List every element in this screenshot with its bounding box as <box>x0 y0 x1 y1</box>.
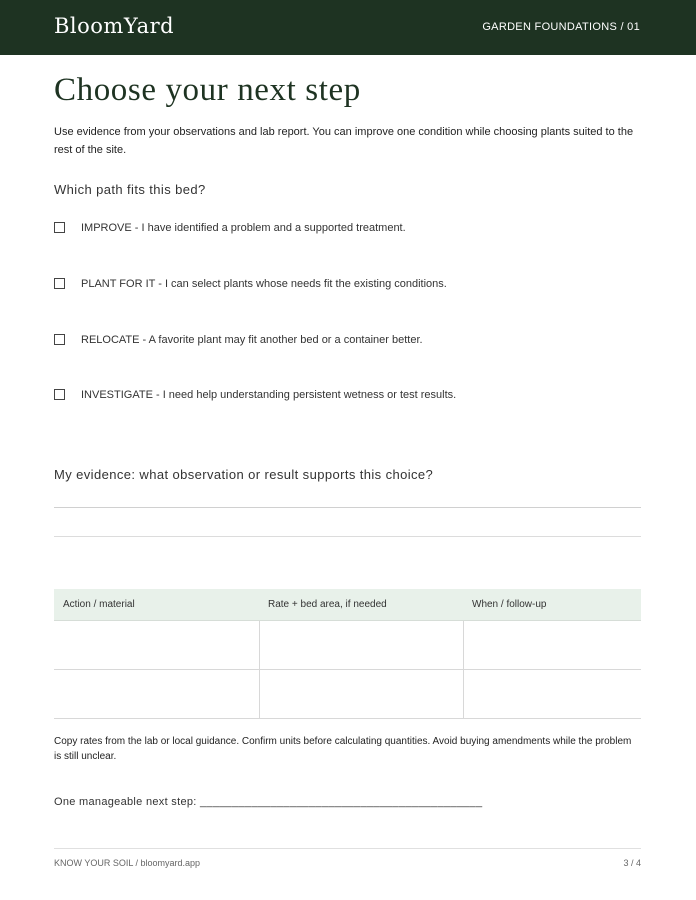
table-row <box>54 621 641 670</box>
table-cell[interactable] <box>463 621 641 670</box>
table-row <box>54 670 641 719</box>
guidance-note: Copy rates from the lab or local guidance. Confirm units before calculating quantities. Avoid buying amendments while the problem is still unclear. <box>54 736 632 762</box>
series-label: GARDEN FOUNDATIONS / 01 <box>482 21 640 33</box>
table-header-row <box>54 589 641 621</box>
evidence-question: My evidence: what observation or result supports this choice? <box>54 467 434 482</box>
investigate-checkbox[interactable] <box>54 389 65 400</box>
intro-text: Use evidence from your observations and lab report. You can improve one condition while choosing plants suited to the rest of the site. <box>54 126 634 156</box>
plant-for-it-checkbox[interactable] <box>54 278 65 289</box>
table-cell[interactable] <box>54 621 259 670</box>
header-when-follow-up: When / follow-up <box>463 589 641 621</box>
evidence-line-2[interactable] <box>54 536 641 537</box>
option-label: IMPROVE - I have identified a problem and a supported treatment. <box>81 222 406 234</box>
header-action-material: Action / material <box>54 589 259 621</box>
action-plan-table <box>54 589 641 719</box>
relocate-checkbox[interactable] <box>54 334 65 345</box>
improve-checkbox[interactable] <box>54 222 65 233</box>
option-label: PLANT FOR IT - I can select plants whose needs fit the existing conditions. <box>81 278 447 290</box>
table-cell[interactable] <box>463 670 641 719</box>
path-question: Which path fits this bed? <box>54 182 206 197</box>
header-rate-bed-area: Rate + bed area, if needed <box>259 589 463 621</box>
footer-source: KNOW YOUR SOIL / bloomyard.app <box>54 858 201 868</box>
next-step-prompt: One manageable next step: ____________________________________________ <box>54 796 483 808</box>
brand-logo: BloomYard <box>54 14 175 38</box>
evidence-line-1[interactable] <box>54 507 641 508</box>
footer-divider <box>54 848 641 849</box>
table-cell[interactable] <box>54 670 259 719</box>
table-cell[interactable] <box>259 670 463 719</box>
option-label: INVESTIGATE - I need help understanding persistent wetness or test results. <box>81 389 457 401</box>
option-label: RELOCATE - A favorite plant may fit another bed or a container better. <box>81 334 423 346</box>
page-number: 3 / 4 <box>623 858 641 868</box>
page-title: Choose your next step <box>54 72 361 108</box>
table-cell[interactable] <box>259 621 463 670</box>
header-bar <box>0 0 696 55</box>
